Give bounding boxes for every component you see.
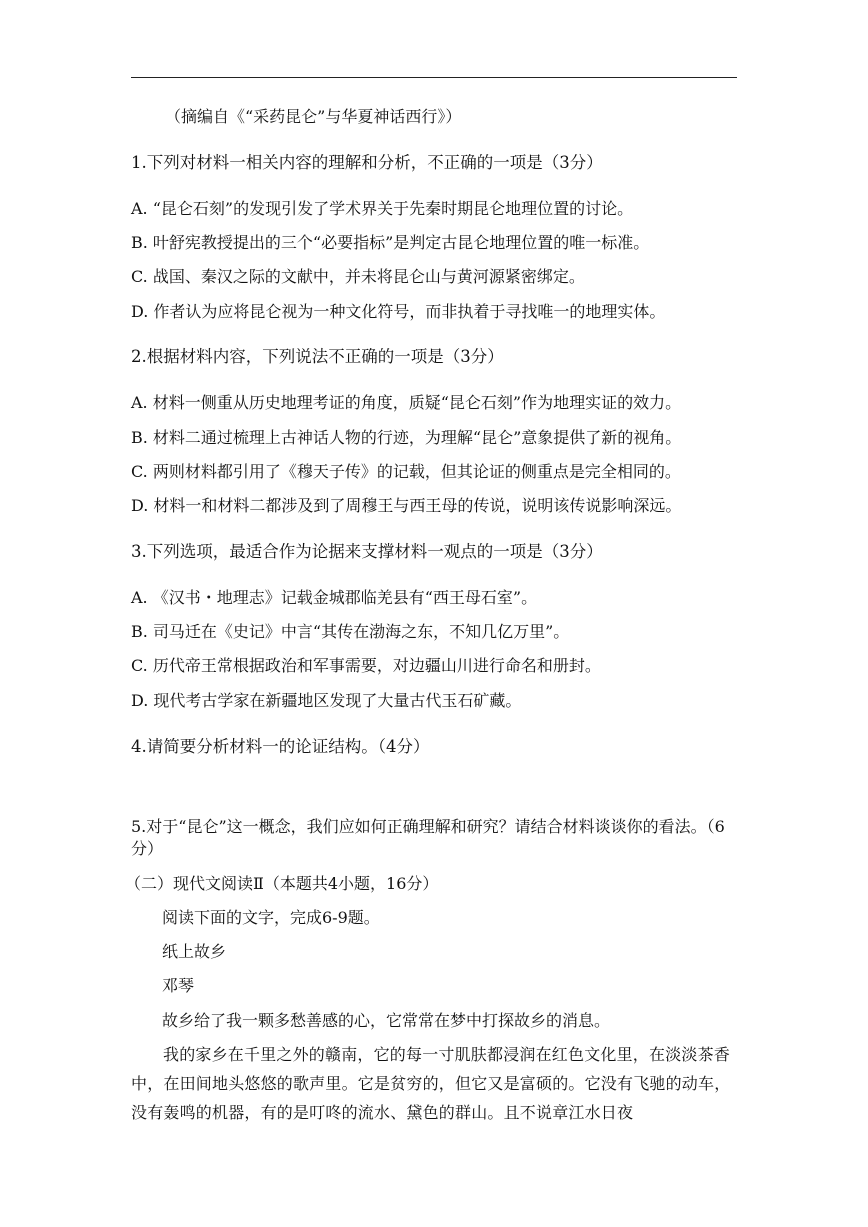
question-3-option-c: C. 历代帝王常根据政治和军事需要，对边疆山川进行命名和册封。	[131, 656, 601, 675]
question-2-stem: 2.根据材料内容，下列说法不正确的一项是（3分）	[131, 347, 504, 366]
question-2-option-a: A. 材料一侧重从历史地理考证的角度，质疑“昆仑石刻”作为地理实证的效力。	[131, 393, 682, 412]
essay-title: 纸上故乡	[162, 942, 227, 961]
essay-paragraph-2: 我的家乡在千里之外的赣南，它的每一寸肌肤都浸润在红色文化里，在淡淡茶香中，在田间地头悠悠的歌声里。它是贫穷的，但它又是富硕的。它没有飞驰的动车，没有轰鸣的机器，有的是叮咚的流水、黛色的群山。且不说章江水日夜	[131, 1045, 731, 1122]
question-1-option-c: C. 战国、秦汉之际的文献中，并未将昆仑山与黄河源紧密绑定。	[131, 267, 585, 286]
question-4-stem: 4.请简要分析材料一的论证结构。（4分）	[131, 737, 430, 756]
section-heading: （二）现代文阅读Ⅱ（本题共4小题，16分）	[125, 874, 439, 893]
question-2-option-b: B. 材料二通过梳理上古神话人物的行迹，为理解“昆仑”意象提供了新的视角。	[131, 428, 682, 447]
question-1-option-a: A. “昆仑石刻”的发现引发了学术界关于先秦时期昆仑地理位置的讨论。	[131, 199, 634, 218]
reading-instruction: 阅读下面的文字，完成6-9题。	[162, 908, 380, 927]
question-3-stem: 3.下列选项，最适合作为论据来支撑材料一观点的一项是（3分）	[131, 542, 603, 561]
essay-paragraph-1: 故乡给了我一颗多愁善感的心，它常常在梦中打探故乡的消息。	[162, 1011, 611, 1030]
essay-author: 邓琴	[162, 976, 195, 995]
question-5-stem: 5.对于“昆仑”这一概念，我们应如何正确理解和研究？请结合材料谈谈你的看法。（6分）	[131, 817, 725, 858]
question-1-stem: 1.下列对材料一相关内容的理解和分析，不正确的一项是（3分）	[131, 153, 603, 172]
question-3-option-b: B. 司马迁在《史记》中言“其传在渤海之东，不知几亿万里”。	[131, 622, 570, 641]
source-note: （摘编自《“采药昆仑”与华夏神话西行》）	[165, 107, 462, 126]
question-1-option-b: B. 叶舒宪教授提出的三个“必要指标”是判定古昆仑地理位置的唯一标准。	[131, 233, 650, 252]
question-2-option-d: D. 材料一和材料二都涉及到了周穆王与西王母的传说，说明该传说影响深远。	[131, 496, 682, 515]
header-rule	[131, 77, 737, 78]
question-3-option-d: D. 现代考古学家在新疆地区发现了大量古代玉石矿藏。	[131, 691, 522, 710]
question-2-option-c: C. 两则材料都引用了《穆天子传》的记载，但其论证的侧重点是完全相同的。	[131, 462, 681, 481]
question-3-option-a: A. 《汉书・地理志》记载金城郡临羌县有“西王母石室”。	[131, 588, 538, 607]
question-1-option-d: D. 作者认为应将昆仑视为一种文化符号，而非执着于寻找唯一的地理实体。	[131, 302, 666, 321]
